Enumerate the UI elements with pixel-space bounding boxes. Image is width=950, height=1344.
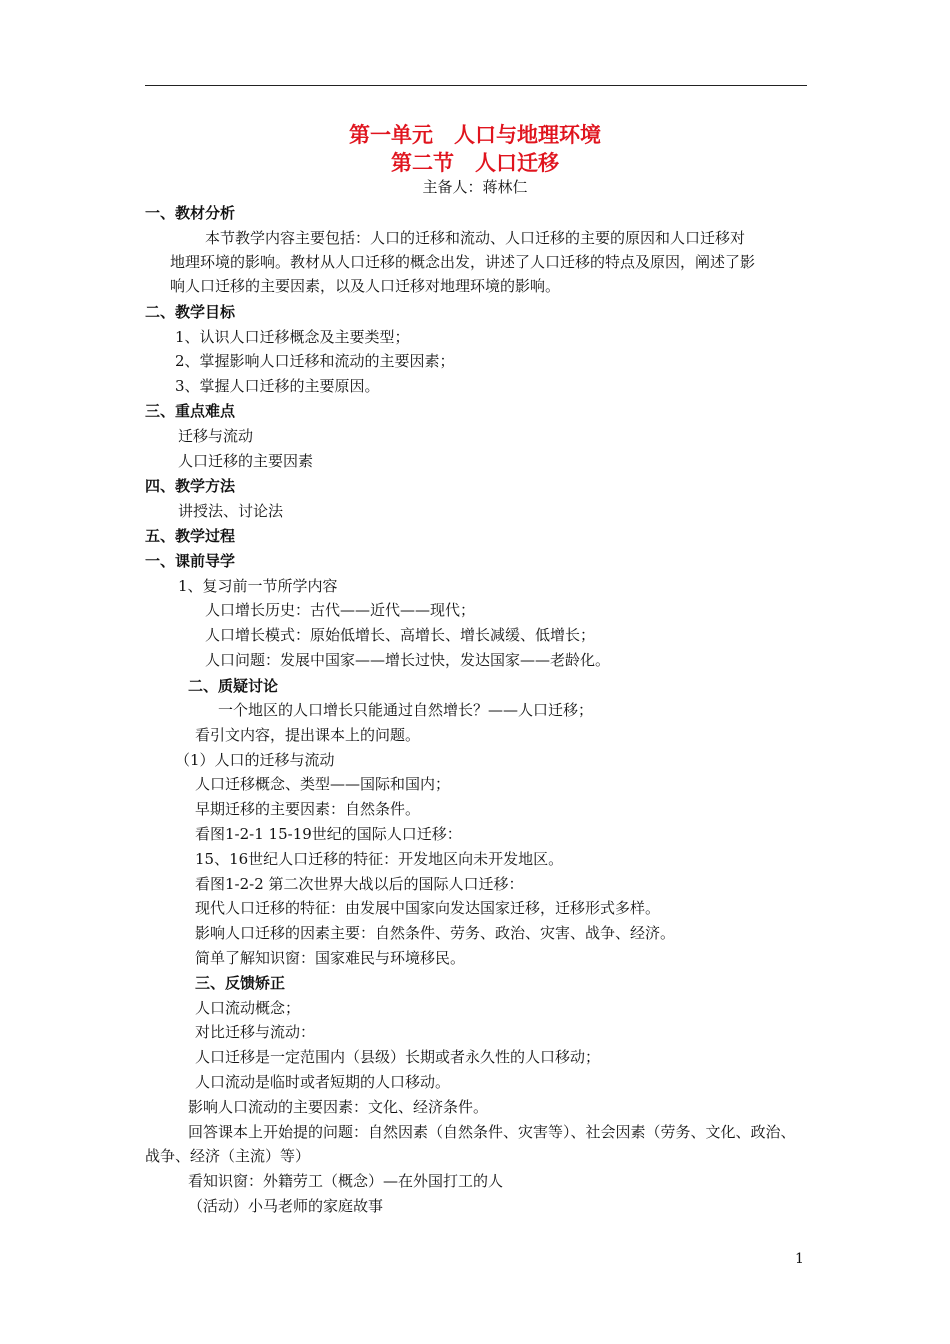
list-item: 简单了解知识窗：国家难民与环境移民。 (195, 949, 466, 967)
list-item: 人口流动是临时或者短期的人口移动。 (195, 1073, 451, 1091)
list-item: 看引文内容，提出课本上的问题。 (195, 726, 421, 744)
list-item: 影响人口流动的主要因素：文化、经济条件。 (188, 1098, 489, 1116)
header-rule (145, 85, 807, 86)
heading-key-points: 三、重点难点 (145, 402, 236, 420)
list-item: 看图1-2-1 15-19世纪的国际人口迁移： (195, 825, 462, 843)
heading-teaching-process: 五、教学过程 (145, 527, 236, 545)
list-item: 3、掌握人口迁移的主要原因。 (175, 377, 380, 395)
list-item: 看图1-2-2 第二次世界大战以后的国际人口迁移： (195, 875, 524, 893)
list-item: 人口增长模式：原始低增长、高增长、增长减缓、低增长； (205, 626, 596, 644)
section-title: 第二节 人口迁移 (391, 150, 559, 175)
list-item: 人口迁移是一定范围内（县级）长期或者永久性的人口移动； (195, 1048, 601, 1066)
author-line: 主备人：蒋林仁 (422, 178, 528, 196)
list-item: （1）人口的迁移与流动 (175, 751, 335, 769)
list-item: 人口流动概念； (195, 999, 301, 1017)
list-item: 迁移与流动 (178, 427, 254, 445)
heading-feedback: 三、反馈矫正 (195, 974, 286, 992)
list-item: 回答课本上开始提的问题：自然因素（自然条件、灾害等）、社会因素（劳务、文化、政治、 (188, 1123, 796, 1141)
list-item: 人口迁移概念、类型——国际和国内； (195, 775, 451, 793)
list-item: 讲授法、讨论法 (178, 502, 284, 520)
list-item: 人口问题：发展中国家——增长过快，发达国家——老龄化。 (205, 651, 611, 669)
paragraph-line: 响人口迁移的主要因素，以及人口迁移对地理环境的影响。 (170, 277, 561, 295)
list-item: 战争、经济（主流）等） (145, 1147, 311, 1165)
heading-teaching-goals: 二、教学目标 (145, 303, 236, 321)
heading-teaching-methods: 四、教学方法 (145, 477, 236, 495)
list-item: 2、掌握影响人口迁移和流动的主要因素； (175, 352, 455, 370)
list-item: 现代人口迁移的特征：由发展中国家向发达国家迁移，迁移形式多样。 (195, 899, 661, 917)
list-item: 对比迁移与流动： (195, 1023, 316, 1041)
list-item: 人口迁移的主要因素 (178, 452, 314, 470)
unit-title: 第一单元 人口与地理环境 (349, 122, 601, 147)
list-item: 人口增长历史：古代——近代——现代； (205, 601, 476, 619)
heading-textbook-analysis: 一、教材分析 (145, 204, 236, 222)
list-item: 一个地区的人口增长只能通过自然增长？——人口迁移； (218, 701, 594, 719)
heading-pre-class: 一、课前导学 (145, 552, 236, 570)
list-item: 1、复习前一节所学内容 (178, 577, 338, 595)
list-item: 15、16世纪人口迁移的特征：开发地区向未开发地区。 (195, 850, 564, 868)
list-item: （活动）小马老师的家庭故事 (188, 1197, 384, 1215)
list-item: 影响人口迁移的因素主要：自然条件、劳务、政治、灾害、战争、经济。 (195, 924, 676, 942)
page-number: 1 (795, 1251, 804, 1267)
list-item: 1、认识人口迁移概念及主要类型； (175, 328, 410, 346)
list-item: 看知识窗：外籍劳工（概念）—在外国打工的人 (188, 1172, 504, 1190)
heading-discussion: 二、质疑讨论 (188, 677, 279, 695)
list-item: 早期迁移的主要因素：自然条件。 (195, 800, 421, 818)
paragraph-line: 地理环境的影响。教材从人口迁移的概念出发，讲述了人口迁移的特点及原因，阐述了影 (170, 253, 756, 271)
paragraph-line: 本节教学内容主要包括：人口的迁移和流动、人口迁移的主要的原因和人口迁移对 (205, 229, 746, 247)
